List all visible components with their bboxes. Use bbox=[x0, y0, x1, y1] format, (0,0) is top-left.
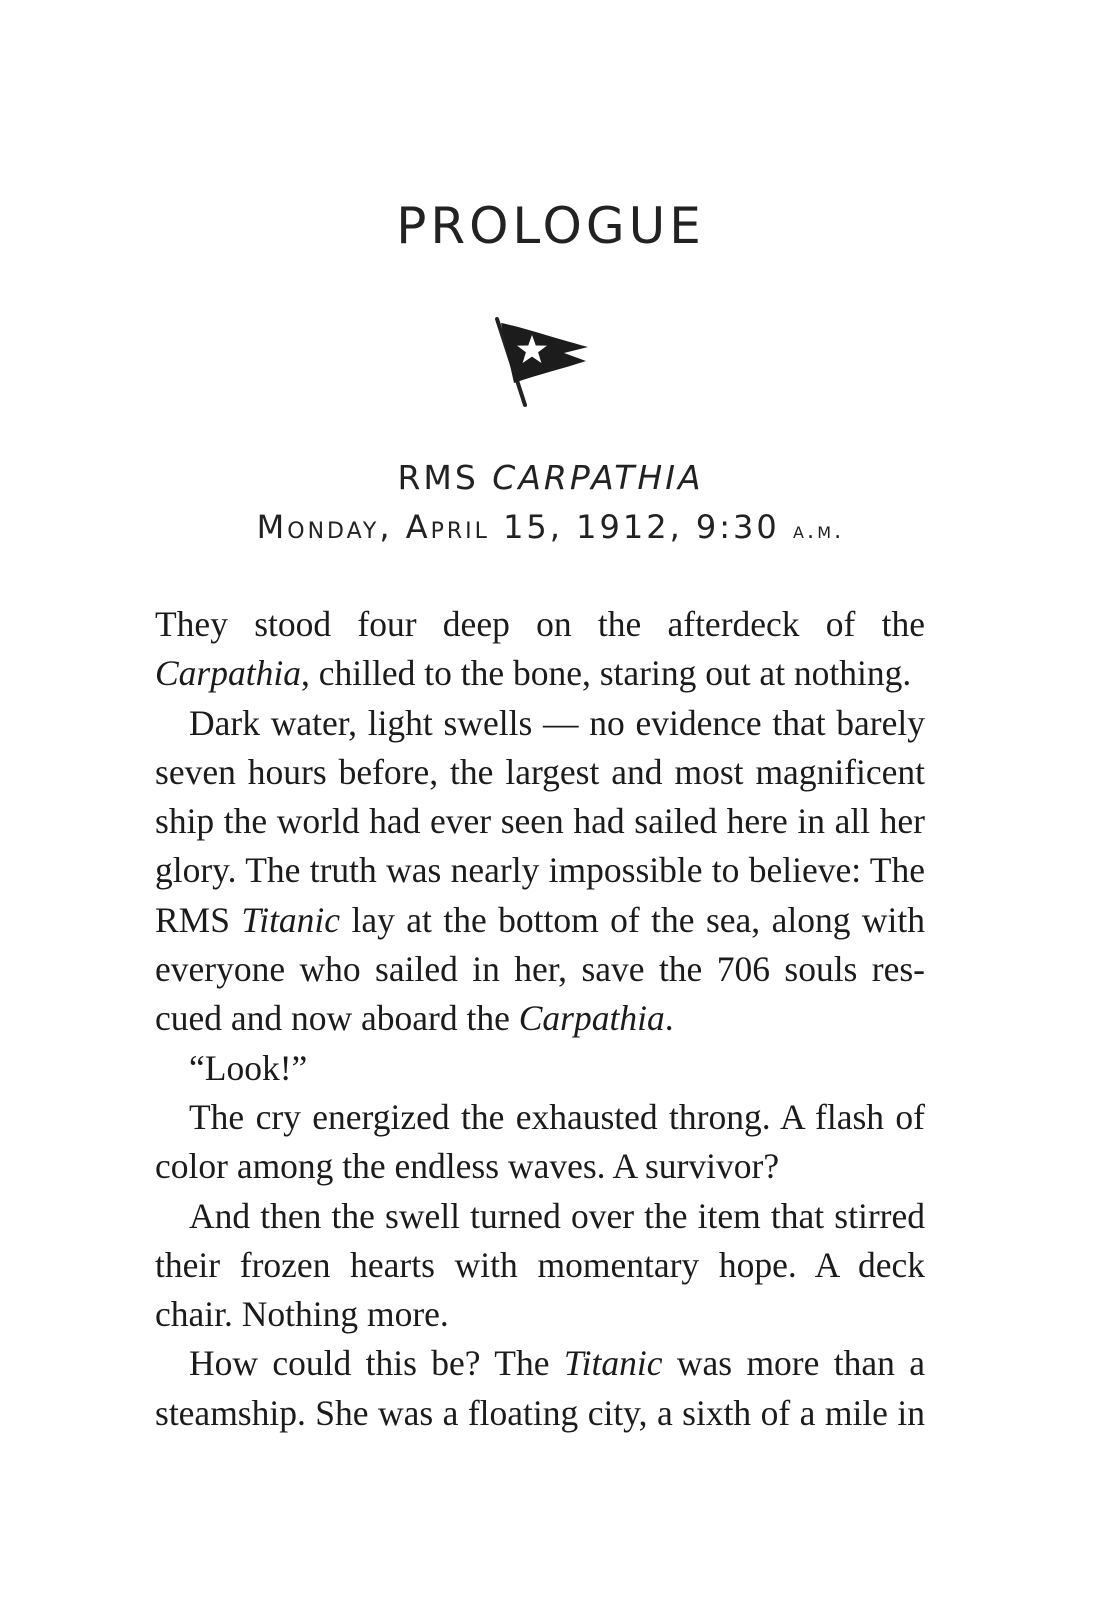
ship-name-italic: Titanic bbox=[241, 899, 341, 940]
date-time: Monday, April 15, 1912, 9:30 bbox=[256, 508, 780, 546]
paragraph: The cry energized the exhausted throng. A flash of color among the endless waves. A survivor? bbox=[155, 1096, 925, 1187]
text-span: . bbox=[664, 998, 674, 1039]
ship-name-italic: Carpathia bbox=[518, 998, 665, 1039]
paragraph: And then the swell turned over the item that stirred their frozen hearts with momentary hope. A deck chair. Nothing more. bbox=[155, 1195, 925, 1335]
text-span: They stood four deep on the afterdeck of the bbox=[155, 604, 925, 644]
ship-name-italic: Carpathia bbox=[155, 653, 301, 694]
body-text bbox=[155, 600, 925, 1438]
chapter-title: PROLOGUE bbox=[396, 197, 705, 255]
text-span: Dark water, light swells — no evidence that barely seven hours before, the largest and most magnificent ship the world had ever seen had sailed here in all her glory. The truth was nearly impossible to believe: The RMS bbox=[155, 702, 925, 940]
paragraph bbox=[155, 600, 925, 699]
am-pm: a.m. bbox=[792, 518, 845, 544]
dateline bbox=[0, 506, 1101, 552]
text-span: lay at the bottom of the sea, along with everyone who sailed in her, save the 706 souls res-cued and now aboard the bbox=[155, 899, 925, 1039]
ship-name: CARPATHIA bbox=[492, 458, 704, 497]
paragraph: “Look!” bbox=[189, 1047, 308, 1088]
text-span: , chilled to the bone, staring out at nothing. bbox=[300, 653, 912, 694]
paragraph bbox=[155, 1339, 925, 1438]
ship-name-heading bbox=[0, 456, 1101, 500]
ship-prefix: RMS bbox=[397, 458, 479, 497]
white-star-line-flag-icon bbox=[492, 315, 596, 409]
paragraph bbox=[155, 699, 925, 1044]
text-span: was more than a steamship. She was a floating city, a sixth of a mile in bbox=[155, 1343, 926, 1433]
text-span: How could this be? The bbox=[189, 1343, 564, 1384]
ship-name-italic: Titanic bbox=[563, 1343, 663, 1384]
